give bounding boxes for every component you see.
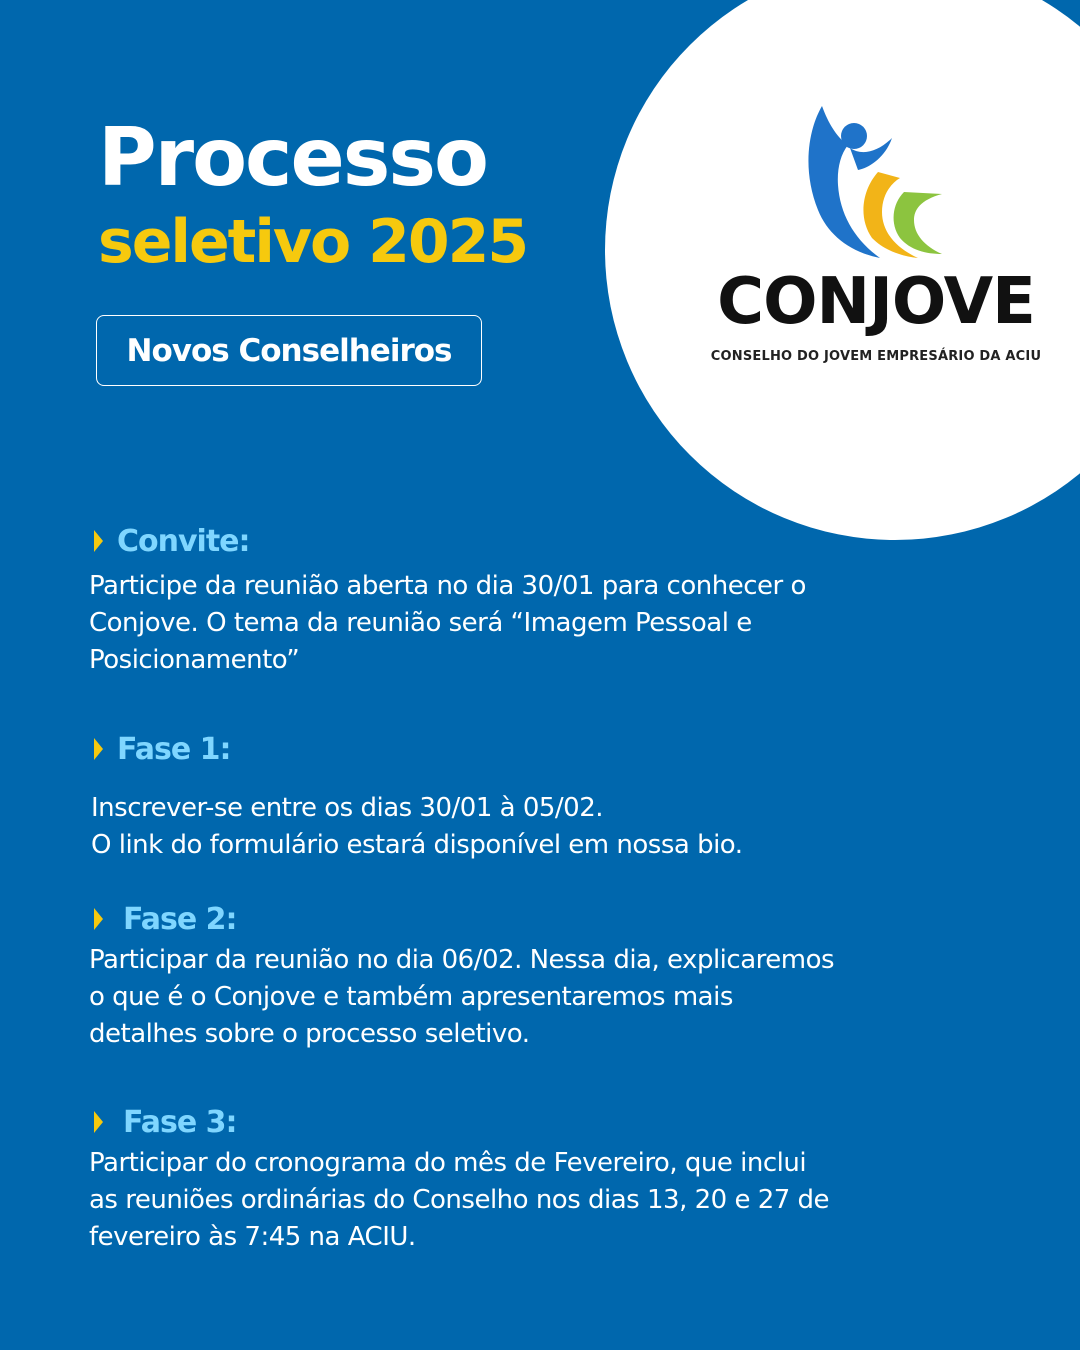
- body-line: Posicionamento”: [89, 645, 300, 675]
- section-body: [89, 1145, 919, 1256]
- section-fase-2: [89, 900, 919, 1053]
- section-body: [89, 568, 919, 679]
- conjove-logo-icon: [800, 100, 950, 270]
- section-body: [89, 790, 919, 864]
- body-line: as reuniões ordinárias do Conselho nos dias 13, 20 e 27 de: [89, 1185, 830, 1215]
- body-line: o que é o Conjove e também apresentaremos mais: [89, 982, 733, 1012]
- novos-conselheiros-badge: Novos Conselheiros: [96, 315, 482, 386]
- body-line: Participar do cronograma do mês de Fevereiro, que inclui: [89, 1148, 807, 1178]
- section-title: Convite:: [117, 523, 250, 559]
- body-line: fevereiro às 7:45 na ACIU.: [89, 1222, 416, 1252]
- body-line: Inscrever-se entre os dias 30/01 à 05/02.: [91, 793, 604, 823]
- section-fase-1: [89, 730, 919, 864]
- section-title: Fase 1:: [117, 731, 231, 767]
- section-body: [89, 942, 919, 1053]
- body-line: Conjove. O tema da reunião será “Imagem Pessoal e: [89, 608, 752, 638]
- page-subtitle: seletivo 2025: [98, 207, 528, 277]
- section-fase-3: [89, 1103, 919, 1256]
- body-line: O link do formulário estará disponível em nossa bio.: [91, 830, 743, 860]
- body-line: Participe da reunião aberta no dia 30/01 para conhecer o: [89, 571, 806, 601]
- logo-wordmark: CONJOVE: [717, 265, 1035, 339]
- chevron-right-icon: [89, 528, 107, 554]
- body-line: detalhes sobre o processo seletivo.: [89, 1019, 530, 1049]
- section-convite: [89, 522, 919, 679]
- chevron-right-icon: [89, 1109, 107, 1135]
- section-title: Fase 2:: [123, 901, 237, 937]
- logo-tagline: CONSELHO DO JOVEM EMPRESÁRIO DA ACIU: [710, 349, 1042, 364]
- chevron-right-icon: [89, 736, 107, 762]
- chevron-right-icon: [89, 906, 107, 932]
- body-line: Participar da reunião no dia 06/02. Nessa dia, explicaremos: [89, 945, 835, 975]
- section-title: Fase 3:: [123, 1104, 237, 1140]
- page-title: Processo: [98, 111, 487, 204]
